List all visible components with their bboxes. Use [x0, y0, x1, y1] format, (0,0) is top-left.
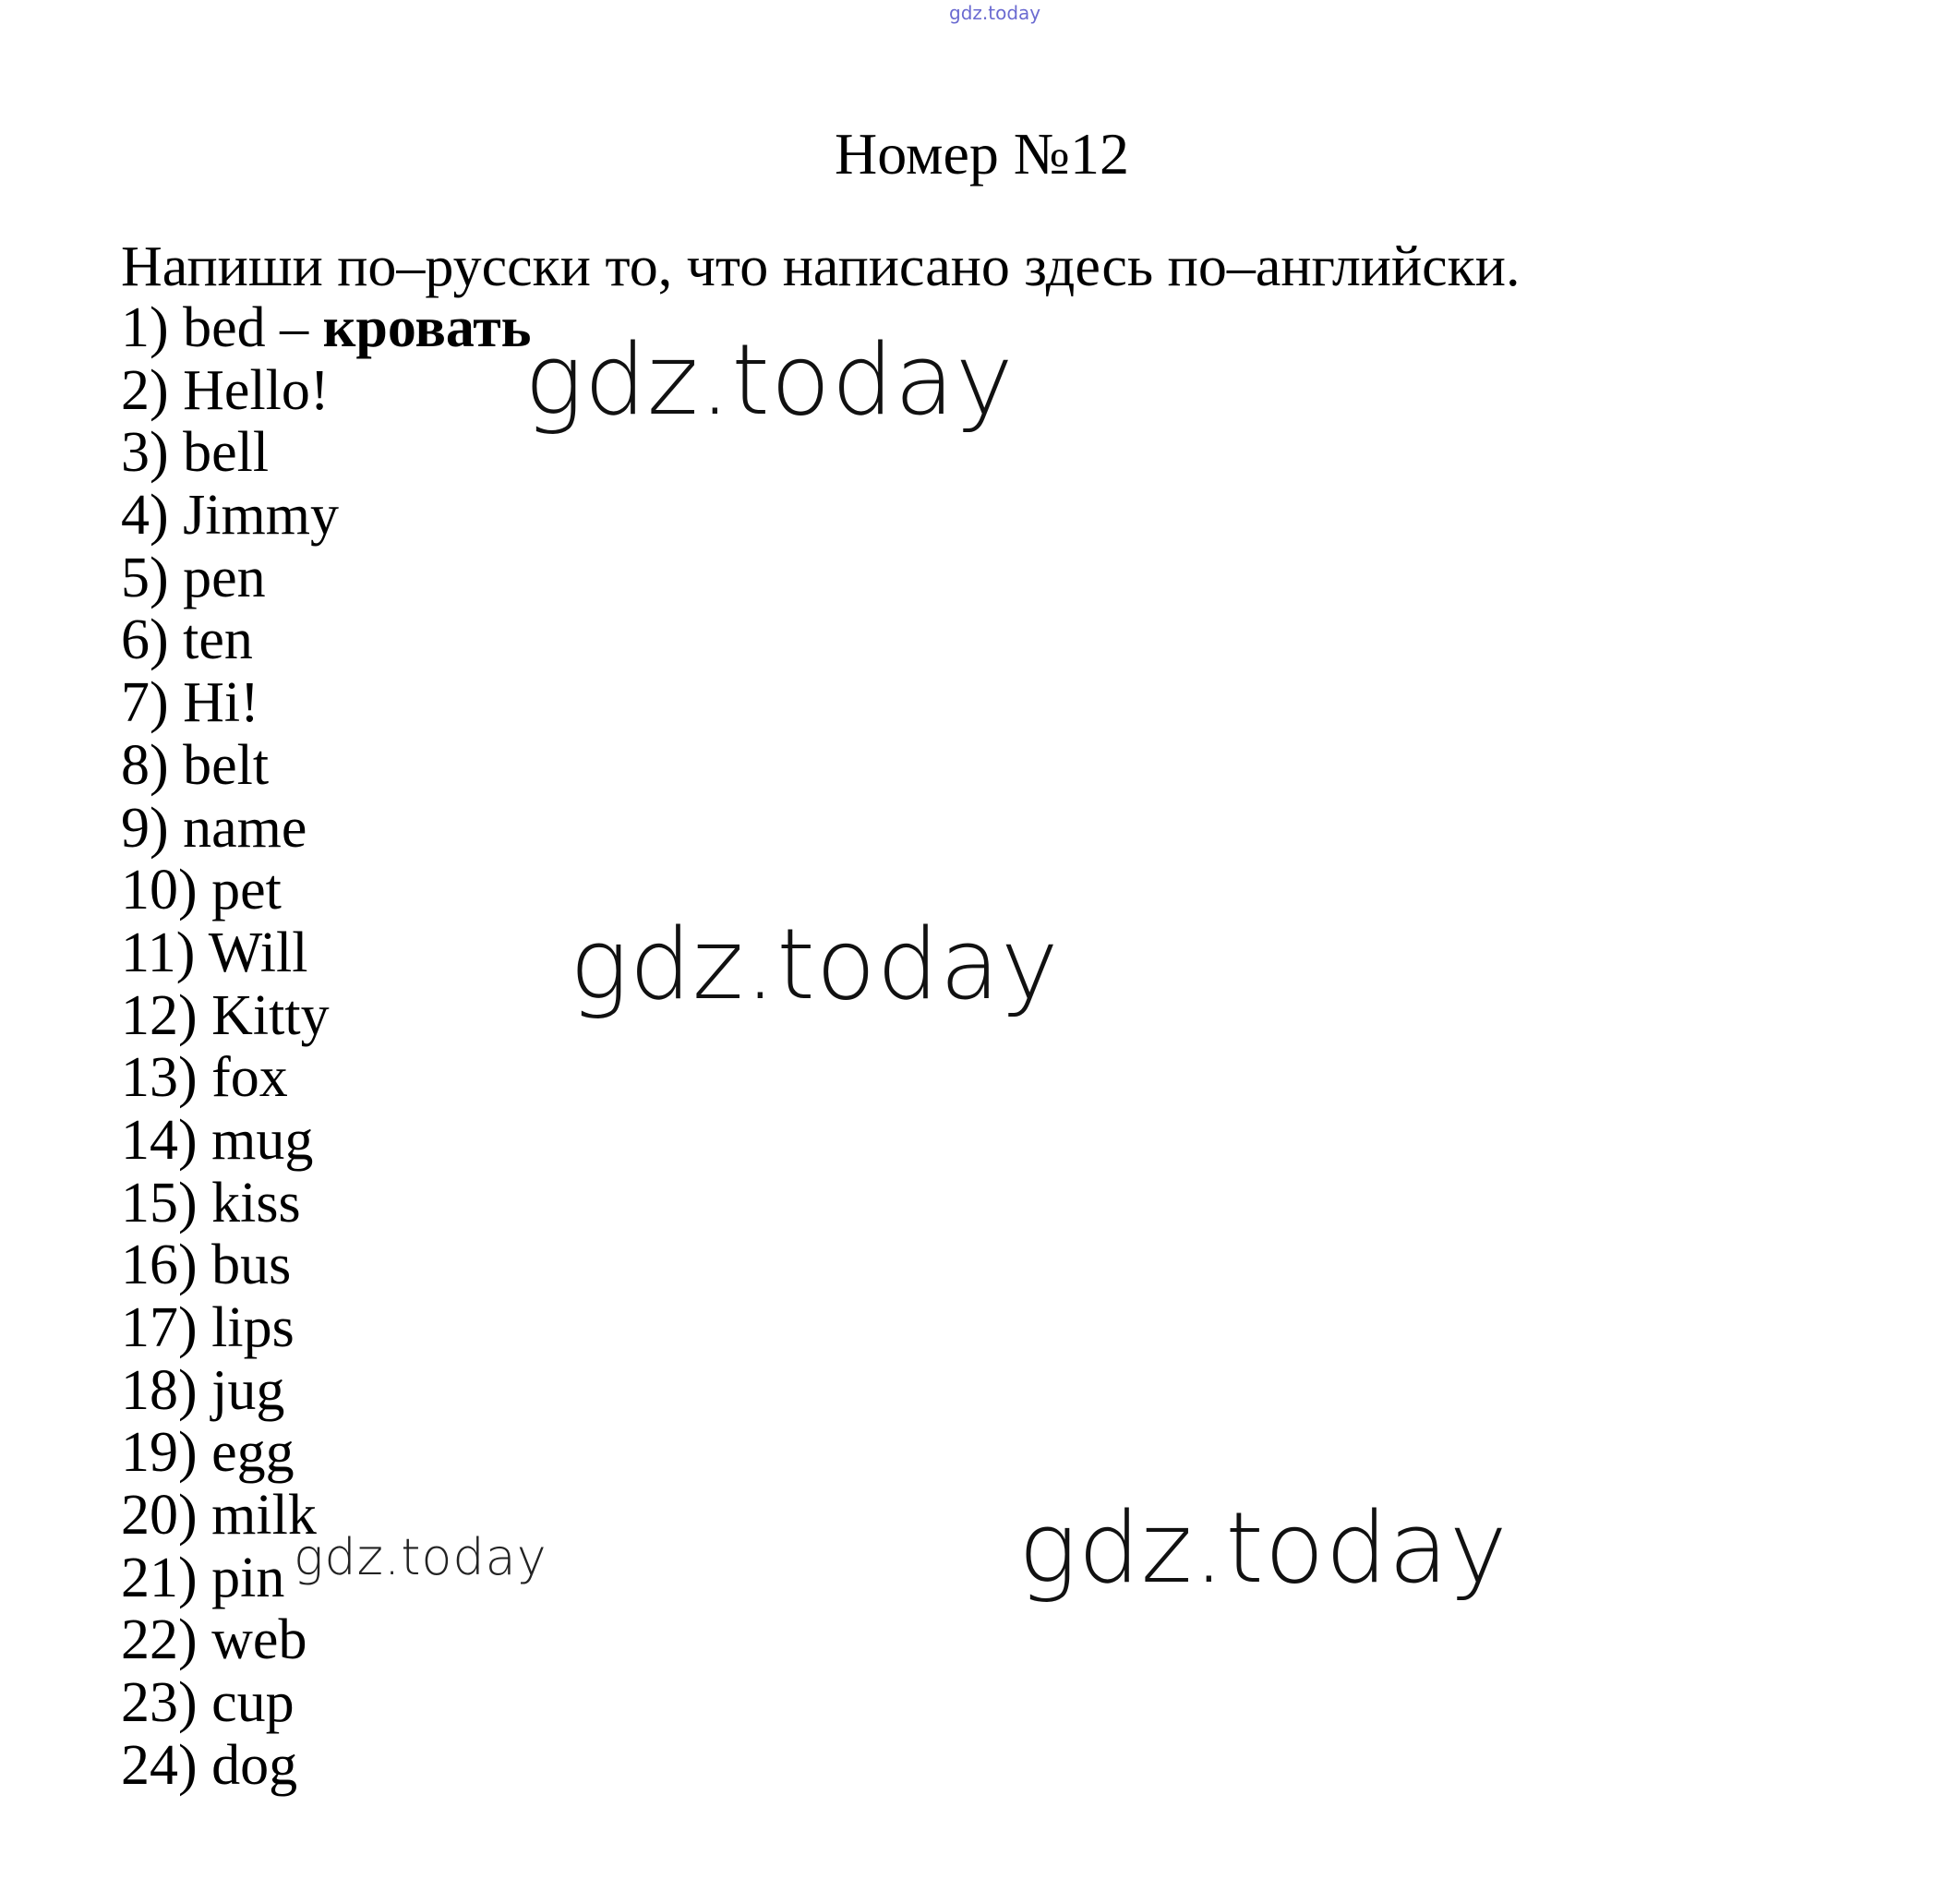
- list-item: 22) web: [121, 1608, 307, 1672]
- list-item: 24) dog: [121, 1733, 298, 1797]
- list-item: 19) egg: [121, 1421, 295, 1485]
- watermark: gdz.today: [570, 908, 1060, 1021]
- list-item: 10) pet: [121, 859, 282, 922]
- list-item: 5) pen: [121, 546, 266, 609]
- list-item: 13) fox: [121, 1046, 288, 1110]
- list-item: 3) bell: [121, 421, 270, 485]
- list-item: 21) pin: [121, 1546, 285, 1609]
- page-title: [0, 122, 1960, 187]
- top-watermark: gdz.today: [949, 2, 1041, 24]
- list-item: 16) bus: [121, 1234, 292, 1297]
- list-item: 17) lips: [121, 1296, 295, 1359]
- watermark: gdz.today: [294, 1528, 547, 1586]
- list-item: [121, 297, 531, 360]
- list-item: 14) mug: [121, 1108, 314, 1172]
- list-item: 4) Jimmy: [121, 484, 339, 548]
- list-item: 12) Kitty: [121, 983, 330, 1047]
- list-item: 20) milk: [121, 1484, 317, 1548]
- watermark: gdz.today: [1018, 1491, 1509, 1605]
- list-item: 11) Will: [121, 921, 308, 984]
- list-item-text: 1) bed –: [121, 296, 323, 359]
- list-item: 15) kiss: [121, 1171, 301, 1235]
- list-item: 18) jug: [121, 1358, 285, 1422]
- page-title-text: Номер №12: [835, 121, 1129, 187]
- list-item: 9) name: [121, 796, 307, 860]
- list-item-answer: кровать: [322, 296, 532, 359]
- list-item: 8) belt: [121, 733, 270, 797]
- task-instruction: Напиши по–русски то, что написано здесь по–английски.: [121, 235, 1521, 298]
- list-item: 7) Hi!: [121, 671, 259, 735]
- list-item: 6) ten: [121, 608, 253, 672]
- watermark: gdz.today: [524, 323, 1015, 437]
- list-item: 23) cup: [121, 1671, 295, 1735]
- list-item: 2) Hello!: [121, 358, 330, 422]
